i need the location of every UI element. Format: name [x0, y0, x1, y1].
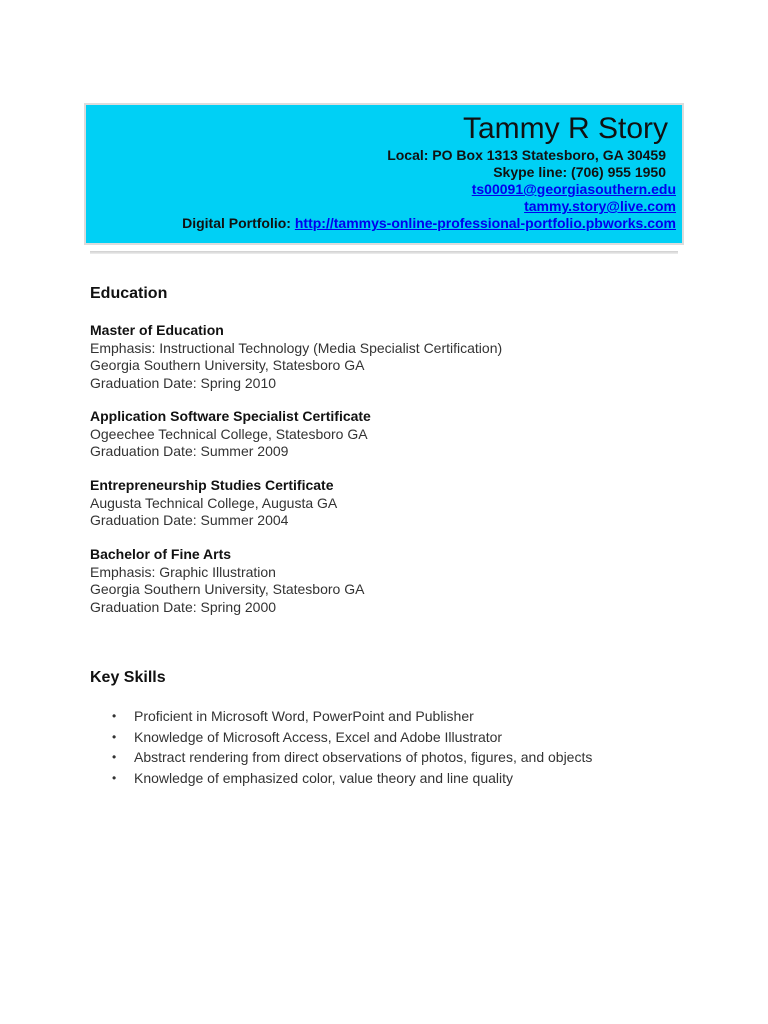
list-item: [112, 706, 592, 727]
skill-text: Knowledge of Microsoft Access, Excel and Adobe Illustrator: [134, 728, 503, 745]
list-item: [112, 727, 592, 748]
education-detail: Ogeechee Technical College, Statesboro GA: [90, 425, 368, 442]
email-link-secondary[interactable]: tammy.story@live.com: [524, 198, 676, 214]
resume-name: Tammy R Story: [462, 112, 668, 145]
degree-title: Entrepreneurship Studies Certificate: [90, 477, 334, 493]
education-detail: Graduation Date: Summer 2009: [90, 443, 289, 459]
degree-title: Application Software Specialist Certificate: [90, 408, 371, 424]
contact-block: [182, 111, 676, 232]
skill-text: Proficient in Microsoft Word, PowerPoint and Publisher: [134, 708, 474, 724]
skill-text: Abstract rendering from direct observations of photos, figures, and objects: [134, 749, 593, 765]
education-entry: [90, 546, 364, 616]
skype-line: Skype line: (706) 955 1950: [493, 164, 666, 180]
education-detail: Emphasis: Instructional Technology (Media Specialist Certification): [90, 339, 503, 356]
local-address: Local: PO Box 1313 Statesboro, GA 30459: [387, 147, 666, 163]
education-detail: Augusta Technical College, Augusta GA: [90, 494, 338, 511]
list-item: [112, 768, 592, 789]
portfolio-label: Digital Portfolio:: [182, 215, 291, 231]
list-item: [112, 747, 592, 768]
contact-header: [84, 103, 684, 245]
education-detail: Georgia Southern University, Statesboro GA: [90, 357, 365, 373]
education-entry: [90, 477, 337, 530]
degree-title: Master of Education: [90, 322, 224, 338]
skill-text: Knowledge of emphasized color, value theory and line quality: [134, 769, 514, 786]
email-link-primary[interactable]: ts00091@georgiasouthern.edu: [471, 181, 676, 197]
bullet-icon: •: [112, 709, 117, 723]
education-detail: Georgia Southern University, Statesboro GA: [90, 581, 365, 597]
bullet-icon: •: [112, 750, 117, 764]
education-entry: [90, 408, 371, 461]
skills-list: [112, 706, 592, 788]
education-detail: Graduation Date: Summer 2004: [90, 512, 289, 528]
bullet-icon: •: [112, 770, 117, 785]
bullet-icon: •: [112, 729, 117, 744]
header-divider: [90, 251, 678, 254]
education-entry: [90, 322, 502, 392]
education-heading: Education: [90, 285, 168, 302]
key-skills-heading: Key Skills: [90, 669, 166, 686]
portfolio-link[interactable]: http://tammys-online-professional-portfolio.pbworks.com: [294, 215, 676, 231]
education-detail: Graduation Date: Spring 2010: [90, 374, 277, 391]
degree-title: Bachelor of Fine Arts: [90, 546, 232, 562]
education-detail: Emphasis: Graphic Illustration: [90, 563, 276, 580]
education-detail: Graduation Date: Spring 2000: [90, 598, 277, 615]
